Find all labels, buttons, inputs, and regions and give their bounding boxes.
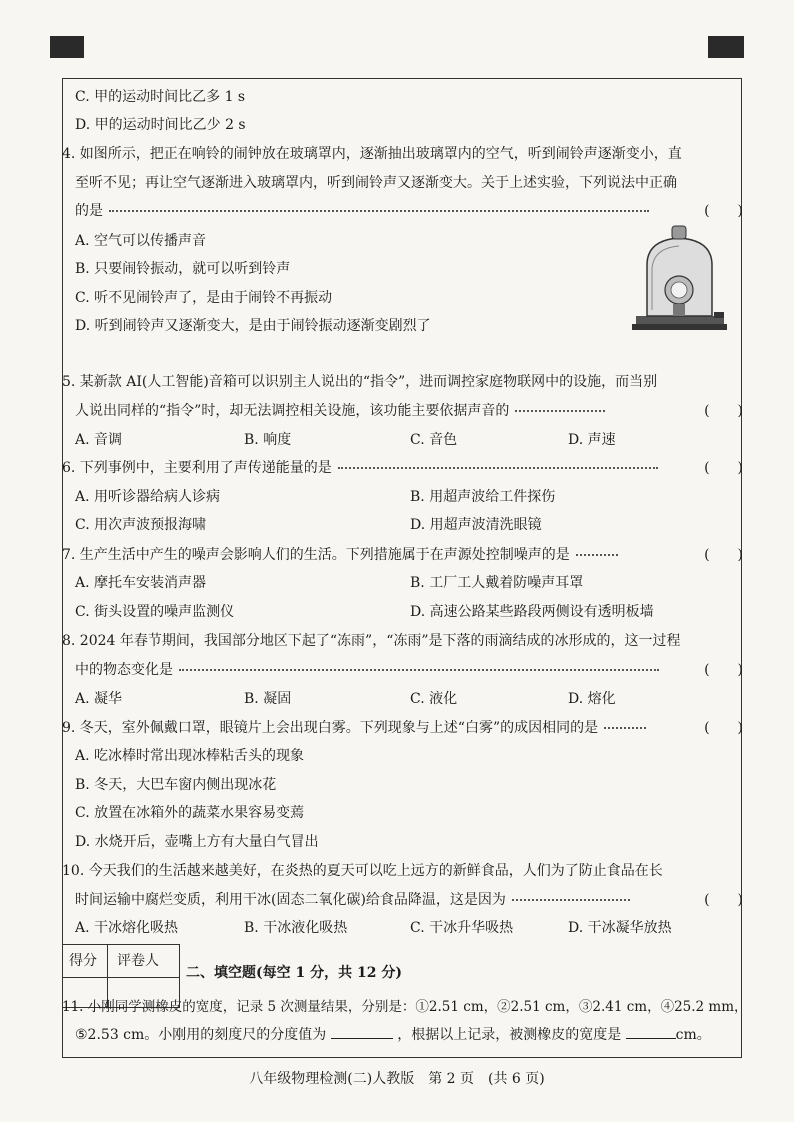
q5-option-c: C. 音色 xyxy=(410,432,458,448)
q9-option-a: A. 吃冰棒时常出现冰棒粘舌头的现象 xyxy=(75,748,305,764)
q3-option-c: C. 甲的运动时间比乙多 1 s xyxy=(75,89,246,105)
q4-option-d: D. 听到闹铃声又逐渐变大，是由于闹铃振动逐渐变剧烈了 xyxy=(75,318,431,334)
answer-paren: ( ) xyxy=(704,547,743,563)
q10-option-b: B. 干冰液化吸热 xyxy=(244,920,348,936)
q4-stem-line2: 至听不见；再让空气逐渐进入玻璃罩内，听到闹铃声又逐渐变大。关于上述实验，下列说法中正确 xyxy=(75,175,677,191)
q6-stem xyxy=(62,455,743,481)
section-title: 二、填空题(每空 1 分，共 12 分) xyxy=(186,965,402,981)
q8-stem-line1: 8. 2024 年春节期间，我国部分地区下起了“冻雨”，“冻雨”是下落的雨滴结成的冰形成的，这一过程 xyxy=(62,633,681,649)
q5-option-a: A. 音调 xyxy=(75,432,123,448)
page-footer: 八年级物理检测(二)人教版 第 2 页 (共 6 页) xyxy=(249,1071,545,1087)
q10-stem-line2 xyxy=(75,887,743,913)
q6-option-d: D. 用超声波清洗眼镜 xyxy=(410,517,542,533)
q8-option-a: A. 凝华 xyxy=(75,691,123,707)
bell-jar-illustration xyxy=(632,220,727,335)
q11-stem-line2 xyxy=(75,1022,711,1048)
answer-paren: ( ) xyxy=(704,460,743,476)
q4-option-b: B. 只要闹铃振动，就可以听到铃声 xyxy=(75,261,291,277)
q5-stem-line2 xyxy=(75,398,743,424)
q6-stem-text: 6. 下列事例中，主要利用了声传递能量的是 xyxy=(62,460,332,476)
q10-option-a: A. 干冰熔化吸热 xyxy=(75,920,179,936)
q7-option-d: D. 高速公路某些路段两侧设有透明板墙 xyxy=(410,604,654,620)
q4-stem-text: 的是 xyxy=(75,203,103,219)
q11-stem-line1: 11. 小刚同学测橡皮的宽度，记录 5 次测量结果，分别是：①2.51 cm，②2.51 cm，③2.41 cm，④25.2 mm， xyxy=(62,999,748,1015)
answer-paren: ( ) xyxy=(704,203,743,219)
leader-dots xyxy=(179,669,659,671)
leader-dots xyxy=(512,899,630,901)
registration-mark-right xyxy=(708,36,744,58)
q11-unit: cm。 xyxy=(675,1027,711,1043)
q6-option-a: A. 用听诊器给病人诊病 xyxy=(75,489,221,505)
q11-text-a: ⑤2.53 cm。小刚用的刻度尺的分度值为 xyxy=(75,1027,327,1043)
q9-option-b: B. 冬天，大巴车窗内侧出现冰花 xyxy=(75,777,277,793)
q7-option-c: C. 街头设置的噪声监测仪 xyxy=(75,604,235,620)
leader-dots xyxy=(515,410,605,412)
answer-paren: ( ) xyxy=(704,662,743,678)
leader-dots xyxy=(604,727,646,729)
q7-option-b: B. 工厂工人戴着防噪声耳罩 xyxy=(410,575,584,591)
q10-stem-line1: 10. 今天我们的生活越来越美好，在炎热的夏天可以吃上远方的新鲜食品，人们为了防止食品在长 xyxy=(62,863,663,879)
q9-stem xyxy=(62,715,743,741)
q4-option-c: C. 听不见闹铃声了，是由于闹铃不再振动 xyxy=(75,290,333,306)
q3-option-d: D. 甲的运动时间比乙少 2 s xyxy=(75,117,246,133)
q10-option-d: D. 干冰凝华放热 xyxy=(568,920,672,936)
q9-option-d: D. 水烧开后，壶嘴上方有大量白气冒出 xyxy=(75,834,319,850)
grader-label: 评卷人 xyxy=(117,953,159,969)
q7-option-a: A. 摩托车安装消声器 xyxy=(75,575,207,591)
q4-stem-line1: 4. 如图所示，把正在响铃的闹钟放在玻璃罩内，逐渐抽出玻璃罩内的空气，听到闹铃声逐渐变小，直 xyxy=(62,146,682,162)
q10-option-c: C. 干冰升华吸热 xyxy=(410,920,514,936)
answer-paren: ( ) xyxy=(704,403,743,419)
q6-option-c: C. 用次声波预报海啸 xyxy=(75,517,207,533)
q10-stem-text: 时间运输中腐烂变质，利用干冰(固态二氧化碳)给食品降温，这是因为 xyxy=(75,892,506,908)
q11-text-b: ，根据以上记录，被测橡皮的宽度是 xyxy=(397,1027,622,1043)
q6-option-b: B. 用超声波给工件探伤 xyxy=(410,489,556,505)
leader-dots xyxy=(109,210,649,212)
q5-option-b: B. 响度 xyxy=(244,432,292,448)
registration-mark-left xyxy=(50,36,84,58)
q5-option-d: D. 声速 xyxy=(568,432,616,448)
q9-option-c: C. 放置在冰箱外的蔬菜水果容易变蔫 xyxy=(75,805,305,821)
q8-option-b: B. 凝固 xyxy=(244,691,292,707)
fill-blank-1[interactable] xyxy=(331,1022,393,1039)
answer-paren: ( ) xyxy=(704,720,743,736)
q5-stem-line1: 5. 某新款 AI(人工智能)音箱可以识别主人说出的“指令”，进而调控家庭物联网中的设施，而当别 xyxy=(62,374,658,390)
q5-stem-text: 人说出同样的“指令”时，却无法调控相关设施，该功能主要依据声音的 xyxy=(75,403,510,419)
leader-dots xyxy=(338,467,658,469)
fill-blank-2[interactable] xyxy=(626,1022,676,1039)
leader-dots xyxy=(576,554,618,556)
q9-stem-text: 9. 冬天，室外佩戴口罩，眼镜片上会出现白雾。下列现象与上述“白雾”的成因相同的是 xyxy=(62,720,599,736)
score-label: 得分 xyxy=(69,953,97,969)
answer-paren: ( ) xyxy=(704,892,743,908)
q8-stem-text: 中的物态变化是 xyxy=(75,662,173,678)
q8-option-c: C. 液化 xyxy=(410,691,458,707)
q7-stem-text: 7. 生产生活中产生的噪声会影响人们的生活。下列措施属于在声源处控制噪声的是 xyxy=(62,547,570,563)
q7-stem xyxy=(62,542,743,568)
q4-option-a: A. 空气可以传播声音 xyxy=(75,233,207,249)
q8-option-d: D. 熔化 xyxy=(568,691,616,707)
q8-stem-line2 xyxy=(75,657,743,683)
